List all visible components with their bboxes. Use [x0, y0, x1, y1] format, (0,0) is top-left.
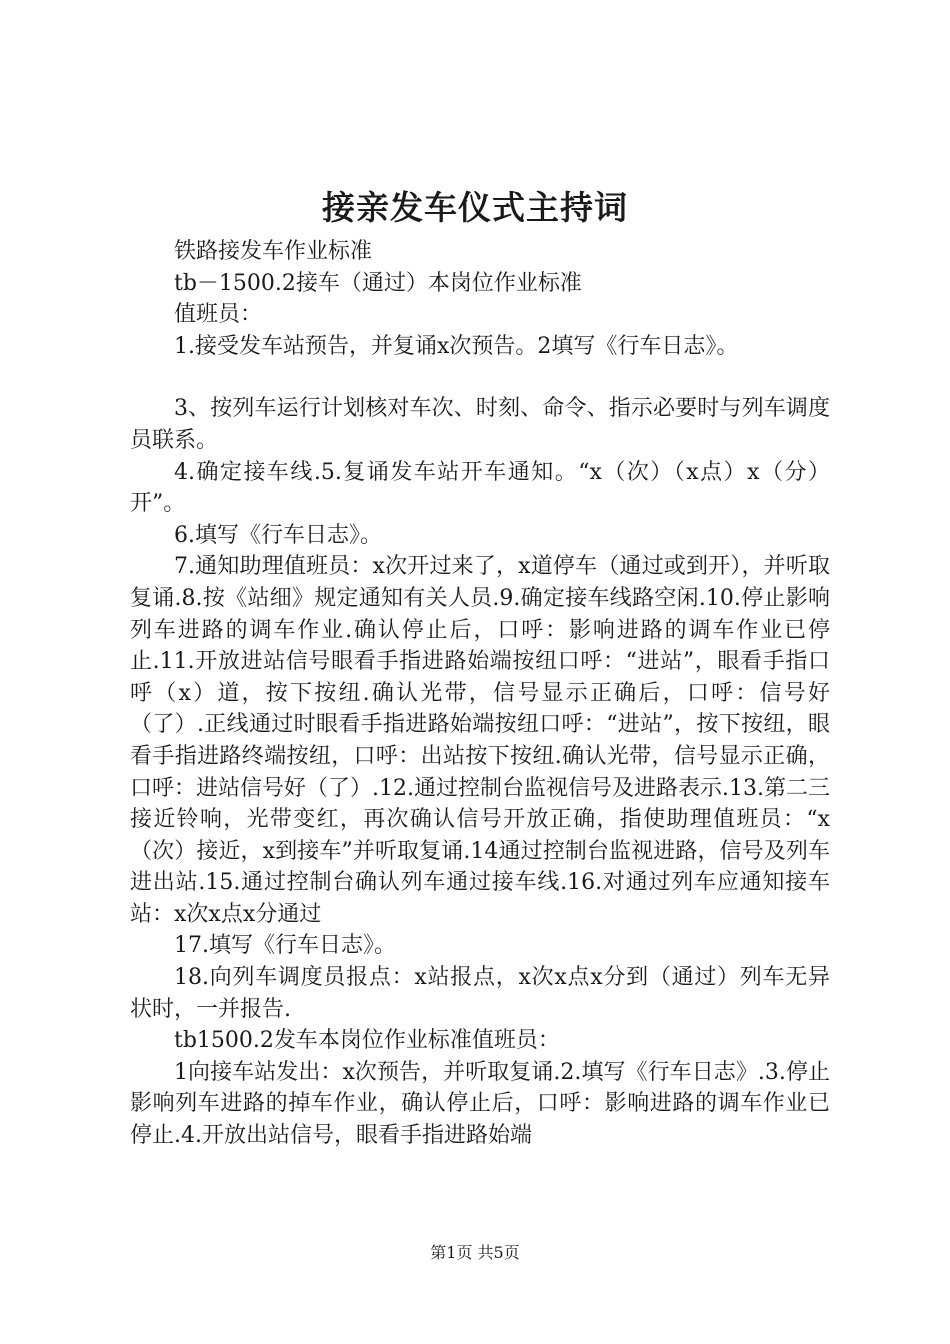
paragraph: 3、按列车运行计划核对车次、时刻、命令、指示必要时与列车调度员联系。: [130, 396, 830, 453]
paragraph: 铁路接发车作业标准: [174, 239, 373, 264]
paragraph: 1向接车站发出：x次预告，并听取复诵.2.填写《行车日志》.3.停止影响列车进路的掉车作业，确认停止后，口呼：影响进路的调车作业已停止.4.开放出站信号，眼看手指进路始端: [130, 1059, 830, 1149]
paragraph: tb1500.2发车本岗位作业标准值班员：: [174, 1028, 560, 1054]
page-footer: 第1页 共5页: [430, 1243, 520, 1262]
paragraph: 值班员：: [174, 302, 263, 328]
paragraph: 17.填写《行车日志》。: [174, 933, 396, 959]
paragraph: 18.向列车调度员报点：x站报点，x次x点x分到（通过）列车无异状时，一并报告.: [130, 965, 830, 1022]
document-title: 接亲发车仪式主持词: [322, 188, 628, 227]
paragraph: tb－1500.2接车（通过）本岗位作业标准: [174, 270, 582, 296]
document-body: [130, 236, 830, 1152]
paragraph: 4.确定接车线.5.复诵发车站开车通知。“x（次）（x点）x（分）开”。: [130, 459, 830, 517]
paragraph: 6.填写《行车日志》。: [174, 522, 382, 548]
paragraph: 7.通知助理值班员：x次开过来了，x道停车（通过或到开），并听取复诵.8.按《站细》规定通知有关人员.9.确定接车线路空闲.10.停止影响列车进路的调车作业.确认停止后，口呼：影响进路的调车作业已停止.11.开放进站信号眼看手指进路始端按纽口呼：“进站”，眼看手指口呼（x）道，按下按纽.确认光带，信号显示正确后，口呼：信号好（了）.正线通过时眼看手指进路始端按纽口呼：“进站”，按下按纽，眼看手指进路终端按纽，口呼：出站按下按纽.确认光带，信号显示正确，口呼：进站信号好（了）.12.通过控制台监视信号及进路表示.13.第二三接近铃响，光带变红，再次确认信号开放正确，指使助理值班员：“x（次）接近，x到接车”并听取复诵.14通过控制台监视进路，信号及列车进出站.15.通过控制台确认列车通过接车线.16.对通过列车应通知接车站：x次x点x分通过: [130, 554, 830, 927]
paragraph: 1.接受发车站预告，并复诵x次预告。2填写《行车日志》。: [174, 333, 739, 359]
